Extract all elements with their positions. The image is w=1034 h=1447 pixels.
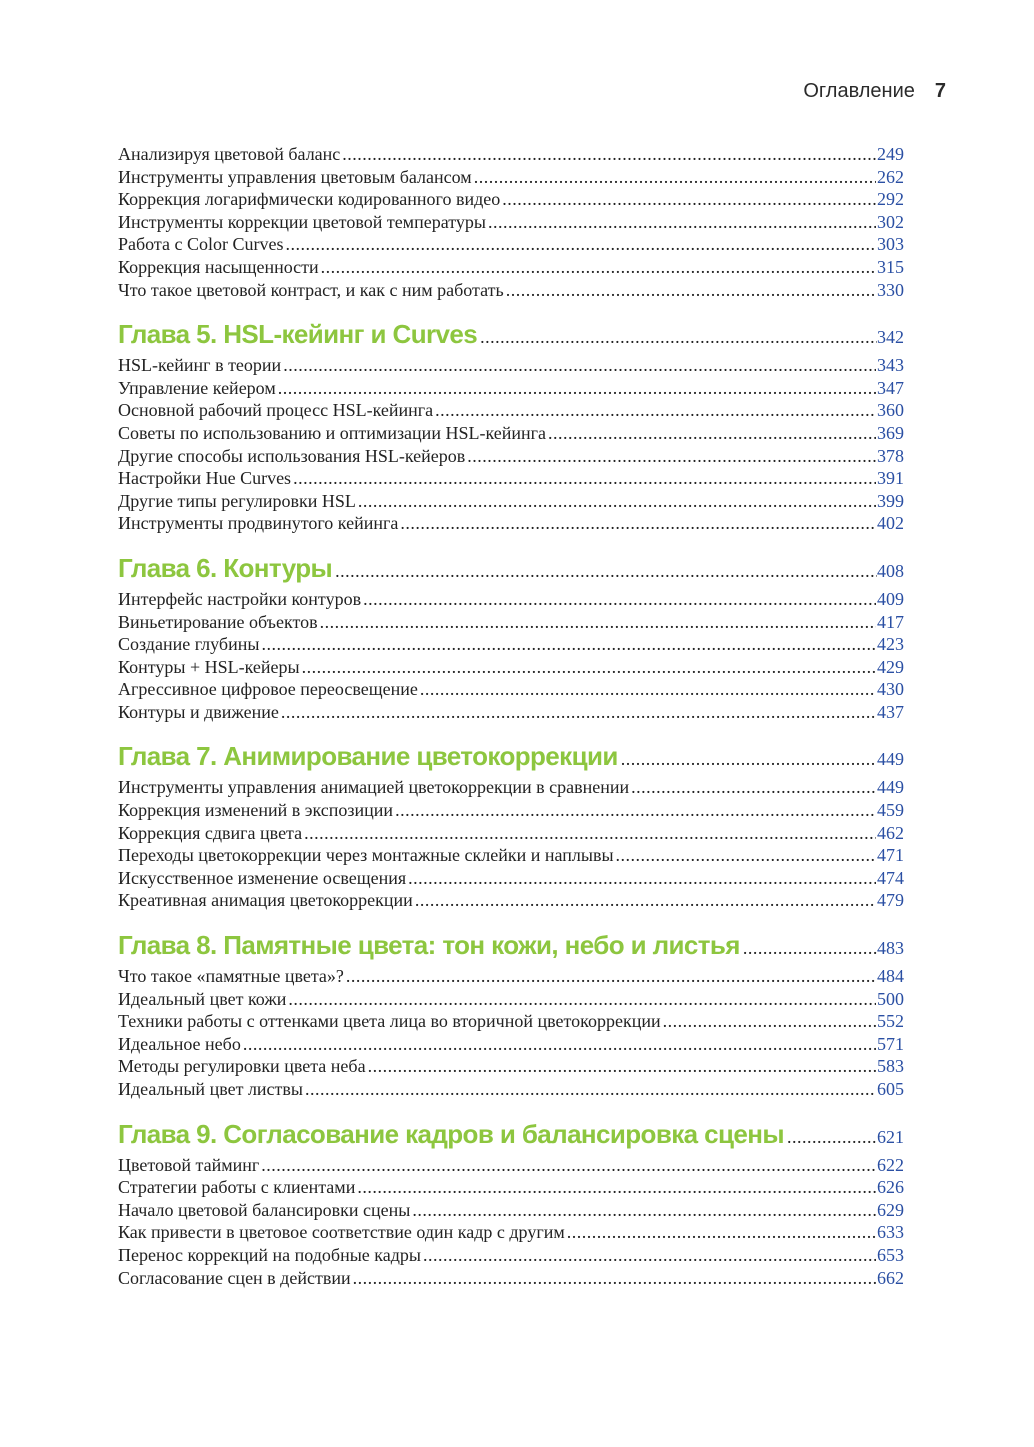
toc-entry-title: Искусственное изменение освещения (118, 867, 407, 888)
toc-entry-page-number: 347 (877, 377, 904, 398)
toc-entry-title: Креативная анимация цветокоррекции (118, 890, 413, 911)
toc-entry-page-number: 399 (877, 490, 904, 511)
toc-entry[interactable] (118, 1010, 904, 1033)
toc-entry-title: Инструменты управления анимацией цветокоррекции в сравнении (118, 777, 630, 798)
toc-entry-page-number: 471 (877, 845, 904, 866)
toc-entry-page-number: 303 (877, 234, 904, 255)
toc-entry-title: Создание глубины (118, 634, 260, 655)
dot-leader (502, 188, 876, 211)
dot-leader (261, 1154, 876, 1177)
toc-chapter-section (118, 1114, 904, 1290)
chapter-title: Глава 7. Анимирование цветокоррекции (118, 741, 618, 772)
dot-leader (321, 256, 876, 279)
toc-entry-title: Стратегии работы с клиентами (118, 1177, 356, 1198)
toc-entry-page-number: 633 (877, 1222, 904, 1243)
toc-entry[interactable] (118, 377, 904, 400)
toc-entry-title: Управление кейером (118, 377, 276, 398)
toc-entry-title: Коррекция изменений в экспозиции (118, 800, 394, 821)
dot-leader (288, 988, 876, 1011)
toc-entry[interactable] (118, 1199, 904, 1222)
chapter-heading[interactable] (118, 314, 904, 354)
dot-leader (616, 844, 876, 867)
toc-entry[interactable] (118, 678, 904, 701)
toc-entry-title: Коррекция логарифмически кодированного видео (118, 189, 501, 210)
toc-entry-page-number: 391 (877, 468, 904, 489)
toc-entry[interactable] (118, 588, 904, 611)
toc-entry-page-number: 605 (877, 1079, 904, 1099)
toc-entry[interactable] (118, 656, 904, 679)
toc-entry[interactable] (118, 166, 904, 189)
toc-entry-page-number: 437 (877, 701, 904, 722)
dot-leader (305, 1078, 876, 1101)
toc-entry-title: Цветовой тайминг (118, 1154, 260, 1175)
dot-leader (420, 678, 876, 701)
toc-entry[interactable] (118, 1078, 904, 1101)
dot-leader (506, 279, 876, 302)
toc-entry[interactable] (118, 867, 904, 890)
dot-leader (631, 776, 876, 799)
chapter-heading[interactable] (118, 1114, 904, 1154)
toc-entry-title: Начало цветовой балансировки сцены (118, 1199, 411, 1220)
toc-entry-title: Другие способы использования HSL-кейеров (118, 445, 466, 466)
dot-leader (423, 1244, 876, 1267)
toc-entry-title: Анализируя цветовой баланс (118, 144, 341, 164)
dot-leader (467, 445, 876, 468)
toc-entry-page-number: 343 (877, 355, 904, 376)
dot-leader (358, 490, 876, 513)
toc-entry-title: Инструменты управления цветовым балансом (118, 166, 472, 187)
toc-entry[interactable] (118, 256, 904, 279)
toc-entry-title: Перенос коррекций на подобные кадры (118, 1244, 421, 1265)
chapter-heading[interactable] (118, 548, 904, 588)
dot-leader (363, 588, 876, 611)
dot-leader (278, 377, 876, 400)
toc-section (118, 143, 904, 301)
dot-leader (368, 1055, 876, 1078)
dot-leader (342, 143, 876, 166)
toc-entry-title: Настройки Hue Curves (118, 468, 292, 489)
toc-entry-title: Инструменты продвинутого кейинга (118, 513, 399, 534)
toc-entry-page-number: 629 (877, 1199, 904, 1220)
dot-leader (293, 467, 876, 490)
dot-leader (357, 1176, 876, 1199)
chapter-page-number: 621 (877, 1126, 904, 1147)
toc-entry[interactable] (118, 988, 904, 1011)
toc-entry-title: Инструменты коррекции цветовой температуры (118, 211, 486, 232)
toc-entry-page-number: 500 (877, 988, 904, 1009)
dot-leader (415, 889, 876, 912)
toc-entry[interactable] (118, 188, 904, 211)
toc-entry-title: Коррекция сдвига цвета (118, 822, 303, 843)
toc-entry-page-number: 262 (877, 166, 904, 187)
dot-leader (567, 1221, 876, 1244)
toc-entry[interactable] (118, 143, 904, 166)
toc-chapter-section (118, 925, 904, 1101)
toc-entry[interactable] (118, 799, 904, 822)
toc-entry-title: Техники работы с оттенками цвета лица во вторичной цветокоррекции (118, 1011, 661, 1032)
dot-leader (346, 965, 876, 988)
chapter-heading[interactable] (118, 736, 904, 776)
toc-entry-title: Как привести в цветовое соответствие один кадр с другим (118, 1222, 565, 1243)
toc-entry-page-number: 484 (877, 966, 904, 987)
chapter-heading[interactable] (118, 925, 904, 965)
toc-entry-title: Идеальный цвет кожи (118, 988, 287, 1009)
toc-entry[interactable] (118, 233, 904, 256)
toc-entry[interactable] (118, 1154, 904, 1177)
toc-entry-page-number: 622 (877, 1154, 904, 1175)
dot-leader (335, 551, 877, 588)
toc-entry-page-number: 552 (877, 1011, 904, 1032)
toc-entry-page-number: 662 (877, 1267, 904, 1288)
chapter-title: Глава 5. HSL-кейинг и Curves (118, 319, 478, 350)
toc-entry[interactable] (118, 354, 904, 377)
toc-entry-title: Агрессивное цифровое переосвещение (118, 679, 418, 700)
toc-entry-title: Работа с Color Curves (118, 234, 284, 255)
dot-leader (395, 799, 876, 822)
toc-entry-page-number: 360 (877, 400, 904, 421)
dot-leader (408, 867, 876, 890)
toc-entry[interactable] (118, 1176, 904, 1199)
toc-entry[interactable] (118, 776, 904, 799)
dot-leader (787, 1117, 877, 1154)
toc-entry-title: Методы регулировки цвета неба (118, 1056, 366, 1077)
toc-entry-page-number: 292 (877, 189, 904, 210)
toc-entry-page-number: 249 (877, 144, 904, 164)
dot-leader (400, 512, 876, 535)
toc-entry-title: Переходы цветокоррекции через монтажные склейки и наплывы (118, 845, 614, 866)
chapter-page-number: 449 (877, 749, 904, 770)
toc-entry-title: Другие типы регулировки HSL (118, 490, 356, 511)
toc-entry[interactable] (118, 1221, 904, 1244)
toc-entry-page-number: 417 (877, 611, 904, 632)
dot-leader (412, 1199, 876, 1222)
toc-entry-page-number: 479 (877, 890, 904, 911)
toc-entry[interactable] (118, 512, 904, 535)
toc-entry[interactable] (118, 633, 904, 656)
toc-entry-page-number: 583 (877, 1056, 904, 1077)
dot-leader (302, 656, 876, 679)
toc-entry-title: HSL-кейинг в теории (118, 355, 282, 376)
toc-entry-page-number: 571 (877, 1033, 904, 1054)
toc-entry[interactable] (118, 1033, 904, 1056)
toc-entry[interactable] (118, 211, 904, 234)
toc-entry-title: Что такое «памятные цвета»? (118, 966, 344, 987)
toc-entry[interactable] (118, 467, 904, 490)
toc-entry[interactable] (118, 701, 904, 724)
toc-entry-page-number: 369 (877, 422, 904, 443)
toc-entry[interactable] (118, 445, 904, 468)
dot-leader (243, 1033, 876, 1056)
dot-leader (663, 1010, 876, 1033)
chapter-page-number: 408 (877, 560, 904, 581)
dot-leader (480, 317, 877, 354)
toc-entry[interactable] (118, 422, 904, 445)
toc-entry[interactable] (118, 279, 904, 302)
chapter-page-number: 483 (877, 938, 904, 959)
toc-entry[interactable] (118, 490, 904, 513)
toc-entry[interactable] (118, 611, 904, 634)
toc-entry-title: Основной рабочий процесс HSL-кейинга (118, 400, 434, 421)
toc-entry-title: Коррекция насыщенности (118, 256, 319, 277)
toc-entry-title: Согласование сцен в действии (118, 1267, 351, 1288)
toc-entry-page-number: 449 (877, 777, 904, 798)
toc-entry-page-number: 653 (877, 1244, 904, 1265)
toc-entry[interactable] (118, 1055, 904, 1078)
toc-entry-page-number: 462 (877, 822, 904, 843)
toc-entry[interactable] (118, 889, 904, 912)
toc-entry-title: Интерфейс настройки контуров (118, 588, 362, 609)
toc-entry-page-number: 626 (877, 1177, 904, 1198)
running-head (803, 80, 946, 103)
dot-leader (285, 233, 876, 256)
toc-chapter-section (118, 736, 904, 912)
toc-entry-page-number: 302 (877, 211, 904, 232)
dot-leader (435, 399, 876, 422)
chapter-title: Глава 6. Контуры (118, 552, 333, 583)
dot-leader (548, 422, 876, 445)
toc-entry[interactable] (118, 1244, 904, 1267)
dot-leader (304, 822, 876, 845)
dot-leader (283, 354, 876, 377)
toc-entry-page-number: 459 (877, 800, 904, 821)
toc-entry-page-number: 429 (877, 656, 904, 677)
dot-leader (488, 211, 876, 234)
dot-leader (281, 701, 876, 724)
dot-leader (743, 928, 877, 965)
toc-entry[interactable] (118, 399, 904, 422)
chapter-page-number: 342 (877, 327, 904, 348)
toc-entry-page-number: 315 (877, 256, 904, 277)
toc-entry-page-number: 430 (877, 679, 904, 700)
toc-entry-title: Что такое цветовой контраст, и как с ним работать (118, 279, 504, 300)
toc-entry-title: Идеальный цвет листвы (118, 1079, 304, 1099)
running-head-title: Оглавление (803, 80, 915, 102)
toc-entry-title: Контуры + HSL-кейеры (118, 656, 300, 677)
toc-entry-page-number: 423 (877, 634, 904, 655)
chapter-title: Глава 8. Памятные цвета: тон кожи, небо и листья (118, 930, 740, 961)
toc-entry[interactable] (118, 822, 904, 845)
toc-entry[interactable] (118, 965, 904, 988)
toc-entry-page-number: 402 (877, 513, 904, 534)
toc-entry[interactable] (118, 844, 904, 867)
toc-entry-page-number: 474 (877, 867, 904, 888)
dot-leader (353, 1267, 876, 1290)
chapter-title: Глава 9. Согласование кадров и балансировка сцены (118, 1118, 784, 1149)
toc-entry-title: Советы по использованию и оптимизации HSL-кейинга (118, 422, 547, 443)
toc-entry-title: Идеальное небо (118, 1033, 241, 1054)
toc-entry-title: Контуры и движение (118, 701, 279, 722)
dot-leader (261, 633, 876, 656)
toc-chapter-section (118, 314, 904, 535)
toc-entry-page-number: 378 (877, 445, 904, 466)
toc-chapter-section (118, 548, 904, 724)
dot-leader (474, 166, 876, 189)
toc-entry-title: Виньетирование объектов (118, 611, 318, 632)
page-number: 7 (934, 80, 946, 102)
dot-leader (621, 739, 877, 776)
toc-entry-page-number: 330 (877, 279, 904, 300)
toc-entry[interactable] (118, 1267, 904, 1290)
dot-leader (320, 611, 876, 634)
table-of-contents (118, 143, 904, 1289)
toc-entry-page-number: 409 (877, 588, 904, 609)
